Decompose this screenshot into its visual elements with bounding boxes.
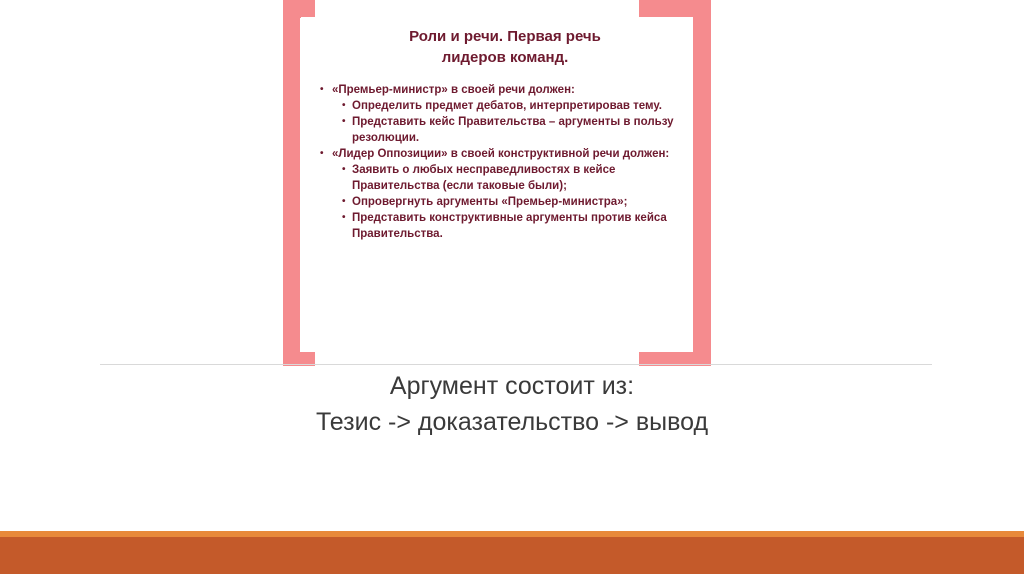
- caption-line-1: Аргумент состоит из:: [389, 372, 635, 400]
- list-item: • «Премьер-министр» в своей речи должен:: [320, 82, 680, 98]
- card-bullet-list: [320, 82, 680, 242]
- left-bracket-top-cap: [283, 0, 315, 17]
- list-item: • Опровергнуть аргументы «Премьер-министра»;: [320, 194, 680, 210]
- card-title: [300, 26, 710, 68]
- list-item: • Представить конструктивные аргументы против кейса Правительства.: [320, 210, 680, 242]
- list-item: • Определить предмет дебатов, интерпретировав тему.: [320, 98, 680, 114]
- list-item: • Заявить о любых несправедливостях в кейсе Правительства (если таковые были);: [320, 162, 680, 194]
- footer-bar: [0, 537, 1024, 574]
- list-item: • Представить кейс Правительства – аргументы в пользу резолюции.: [320, 114, 680, 146]
- card-title-line-2: лидеров команд.: [441, 49, 569, 66]
- card-title-line-1: Роли и речи. Первая речь: [409, 28, 601, 45]
- right-bracket-top-cap: [639, 0, 711, 17]
- list-item: • «Лидер Оппозиции» в своей конструктивной речи должен:: [320, 146, 680, 162]
- caption-line-2: Тезис -> доказательство -> вывод: [315, 408, 709, 436]
- left-bracket: [283, 0, 300, 366]
- divider: [100, 364, 932, 365]
